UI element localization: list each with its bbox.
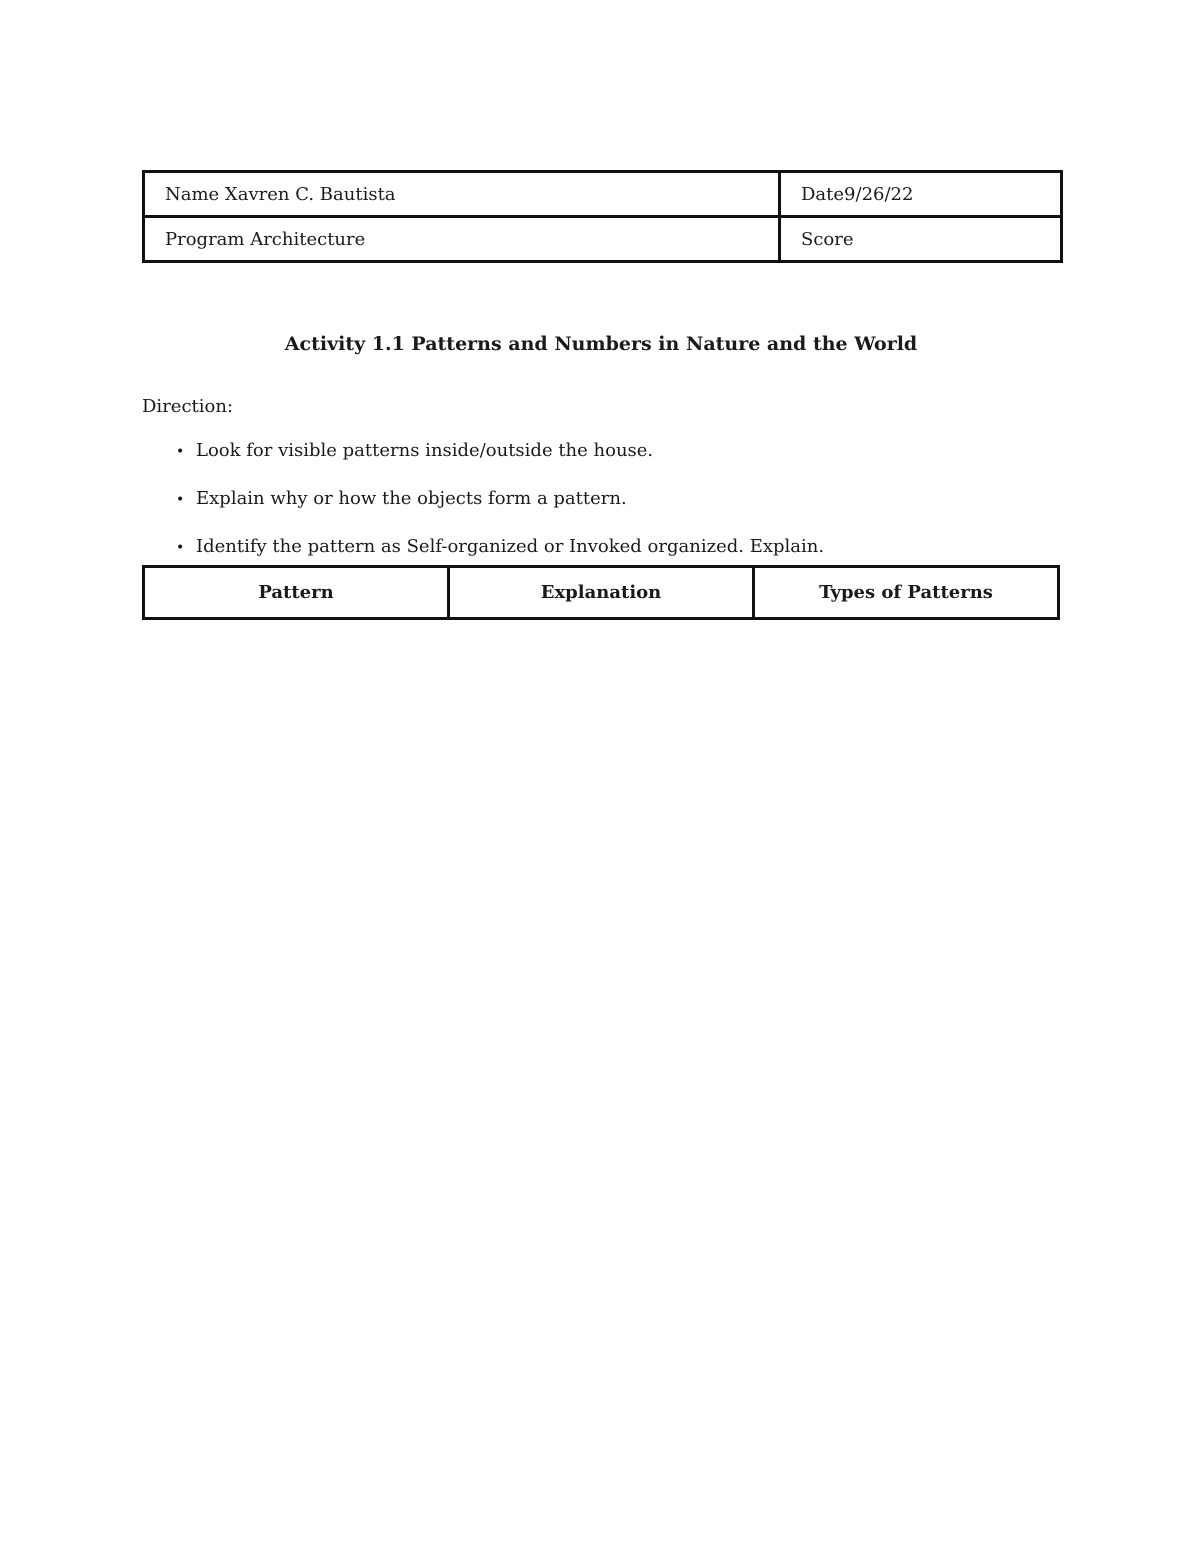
date-cell: Date9/26/22 bbox=[780, 172, 1062, 217]
list-item bbox=[176, 438, 824, 486]
list-item-text: Look for visible patterns inside/outside the house. bbox=[196, 440, 654, 461]
bullet-icon: • bbox=[176, 492, 185, 508]
table-row bbox=[144, 172, 1062, 217]
activity-title: Activity 1.1 Patterns and Numbers in Nature and the World bbox=[284, 333, 918, 355]
table-header-row bbox=[144, 567, 1059, 619]
bullet-icon: • bbox=[176, 444, 185, 460]
header-explanation: Explanation bbox=[449, 567, 754, 619]
list-item-text: Identify the pattern as Self-organized or Invoked organized. Explain. bbox=[196, 536, 825, 557]
patterns-table bbox=[142, 565, 1060, 620]
student-info-table bbox=[142, 170, 1063, 263]
score-cell: Score bbox=[780, 217, 1062, 262]
list-item bbox=[176, 486, 824, 534]
bullet-icon: • bbox=[176, 540, 185, 556]
header-types-of-patterns: Types of Patterns bbox=[754, 567, 1059, 619]
direction-list bbox=[176, 438, 824, 582]
list-item-text: Explain why or how the objects form a pattern. bbox=[196, 488, 627, 509]
name-cell: Name Xavren C. Bautista bbox=[144, 172, 780, 217]
direction-label: Direction: bbox=[142, 396, 234, 417]
program-cell: Program Architecture bbox=[144, 217, 780, 262]
header-pattern: Pattern bbox=[144, 567, 449, 619]
table-row bbox=[144, 217, 1062, 262]
